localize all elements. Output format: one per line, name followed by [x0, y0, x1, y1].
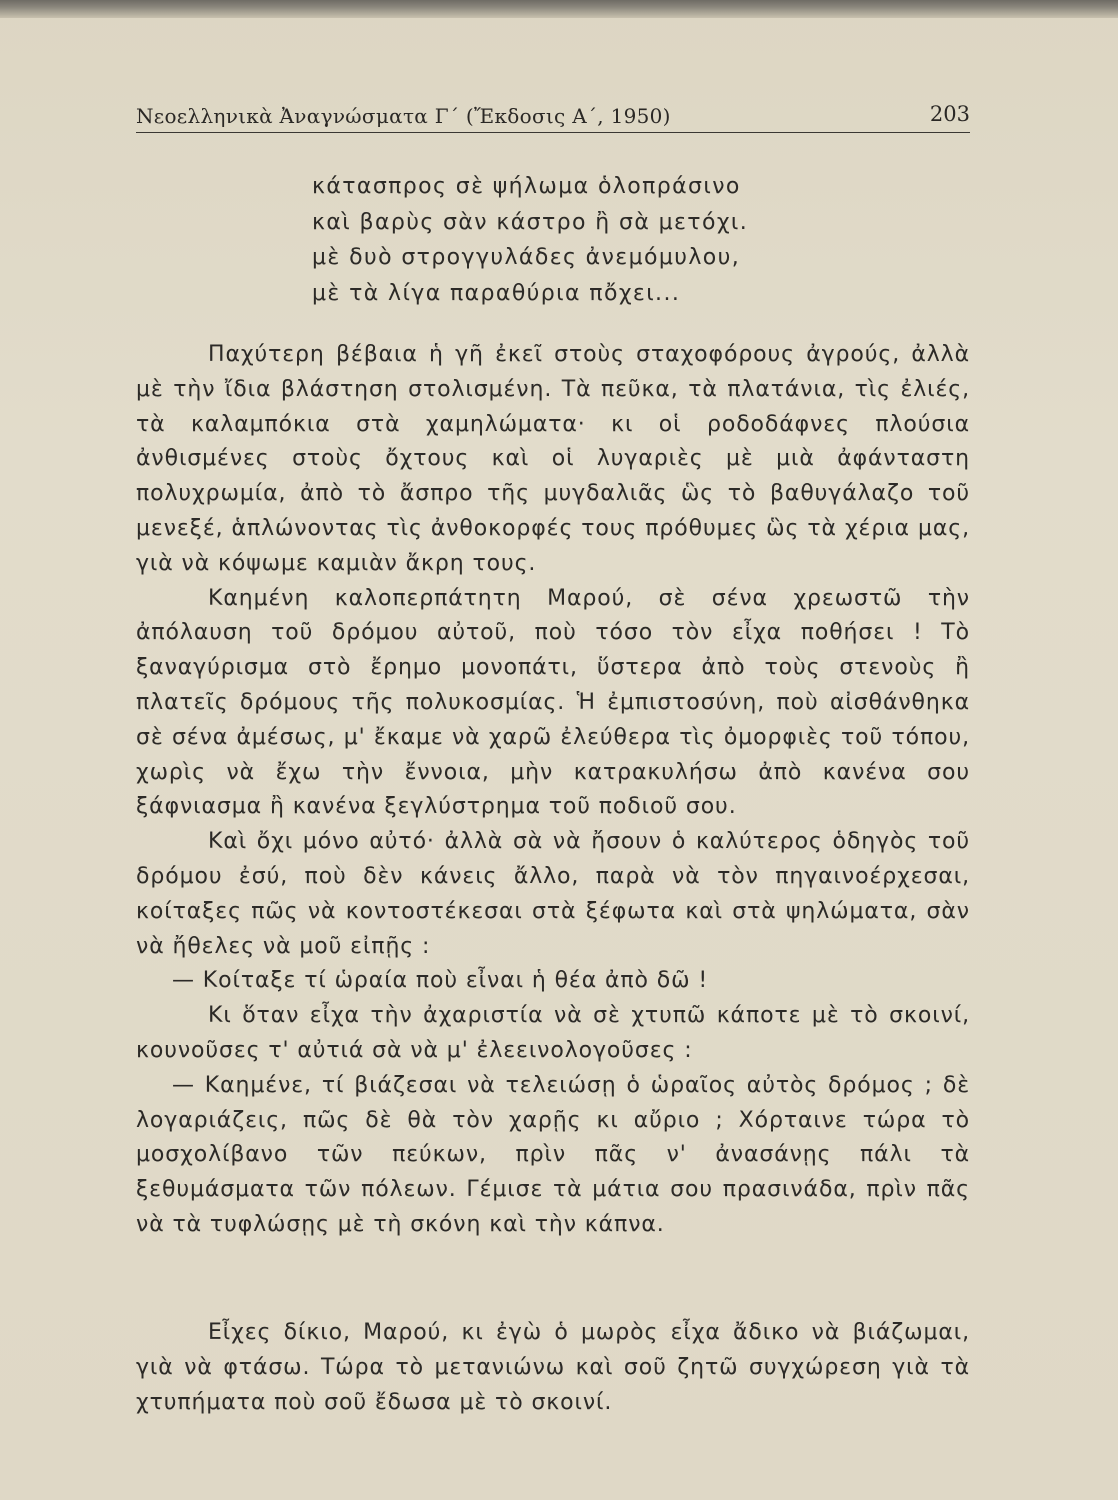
poem-line: μὲ τὰ λίγα παραθύρια πὄχει...: [312, 280, 681, 306]
paragraph: Κι ὅταν εἶχα τὴν ἀχαριστία νὰ σὲ χτυπῶ κάποτε μὲ τὸ σκοινί, κουνοῦσες τ' αὐτιά σὰ νὰ μ' ἐλεεινολογοῦσες :: [136, 1003, 970, 1063]
dialogue-line: — Καημένε, τί βιάζεσαι νὰ τελειώσῃ ὁ ὡραῖος αὐτὸς δρόμος ; δὲ λογαριάζεις, πῶς δὲ θὰ τὸν χαρῇς κι αὔριο ; Χόρταινε τώρα τὸ μοσχολίβανο τῶν πεύκων, πρὶν πᾶς ν' ἀνασάνῃς πάλι τὰ ξεθυμάσματα τῶν πόλεων. Γέμισε τὰ μάτια σου πρασινάδα, πρὶν πᾶς νὰ τὰ τυφλώσῃς μὲ τὴ σκόνη καὶ τὴν κάπνα.: [136, 1072, 970, 1237]
prose-block: [136, 338, 970, 1243]
dialogue-line: — Κοίταξε τί ὡραία ποὺ εἶναι ἡ θέα ἀπὸ δῶ !: [172, 968, 709, 994]
page-number: 203: [929, 102, 970, 126]
header-rule: [136, 132, 970, 133]
poem-line: καὶ βαρὺς σὰν κάστρο ἢ σὰ μετόχι.: [312, 209, 749, 235]
closing-block: [136, 1316, 970, 1420]
page-top-edge: [0, 0, 1118, 18]
poem-stanza: [312, 169, 832, 311]
page-header: [136, 100, 970, 134]
paragraph: Παχύτερη βέβαια ἡ γῆ ἐκεῖ στοὺς σταχοφόρους ἀγρούς, ἀλλὰ μὲ τὴν ἴδια βλάστηση στολισμένη. Τὰ πεῦκα, τὰ πλατάνια, τὶς ἐλιές, τὰ καλαμπόκια στὰ χαμηλώματα· κι οἱ ροδοδάφνες πλούσια ἀνθισμένες στοὺς ὄχτους καὶ οἱ λυγαριὲς μὲ μιὰ ἀφάνταστη πολυχρωμία, ἀπὸ τὸ ἄσπρο τῆς μυγδαλιᾶς ὣς τὸ βαθυγάλαζο τοῦ μενεξέ, ἁπλώνοντας τὶς ἀνθοκορφές τους πρόθυμες ὣς τὰ χέρια μας, γιὰ νὰ κόψωμε καμιὰν ἄκρη τους.: [136, 342, 970, 576]
paragraph: Εἶχες δίκιο, Μαρού, κι ἐγὼ ὁ μωρὸς εἶχα ἄδικο νὰ βιάζωμαι, γιὰ νὰ φτάσω. Τώρα τὸ μετανιώνω καὶ σοῦ ζητῶ συγχώρεση γιὰ τὰ χτυπήματα ποὺ σοῦ ἔδωσα μὲ τὸ σκοινί.: [136, 1320, 970, 1415]
paragraph: Καὶ ὄχι μόνο αὐτό· ἀλλὰ σὰ νὰ ἤσουν ὁ καλύτερος ὁδηγὸς τοῦ δρόμου ἐσύ, ποὺ δὲν κάνεις ἄλλο, παρὰ νὰ τὸν πηγαινοέρχεσαι, κοίταξες πῶς νὰ κοντοστέκεσαι στὰ ξέφωτα καὶ στὰ ψηλώματα, σὰν νὰ ἤθελες νὰ μοῦ εἰπῇς :: [136, 829, 970, 959]
poem-line: κάτασπρος σὲ ψήλωμα ὁλοπράσινο: [312, 174, 741, 199]
running-title: Νεοελληνικὰ Ἀναγνώσματα Γ΄ (Ἔκδοσις Α΄, 1950): [136, 104, 671, 128]
poem-line: μὲ δυὸ στρογγυλάδες ἀνεμόμυλου,: [312, 245, 741, 270]
paragraph: Καημένη καλοπερπάτητη Μαρού, σὲ σένα χρεωστῶ τὴν ἀπόλαυση τοῦ δρόμου αὐτοῦ, ποὺ τόσο τὸν εἶχα ποθήσει ! Τὸ ξαναγύρισμα στὸ ἔρημο μονοπάτι, ὕστερα ἀπὸ τοὺς στενοὺς ἢ πλατεῖς δρόμους τῆς πολυκοσμίας. Ἡ ἐμπιστοσύνη, ποὺ αἰσθάνθηκα σὲ σένα ἀμέσως, μ' ἔκαμε νὰ χαρῶ ἐλεύθερα τὶς ὀμορφιὲς τοῦ τόπου, χωρὶς νὰ ἔχω τὴν ἔννοια, μὴν κατρακυλήσω ἀπὸ κανένα σου ξάφνιασμα ἢ κανένα ξεγλύστρημα τοῦ ποδιοῦ σου.: [136, 585, 970, 820]
